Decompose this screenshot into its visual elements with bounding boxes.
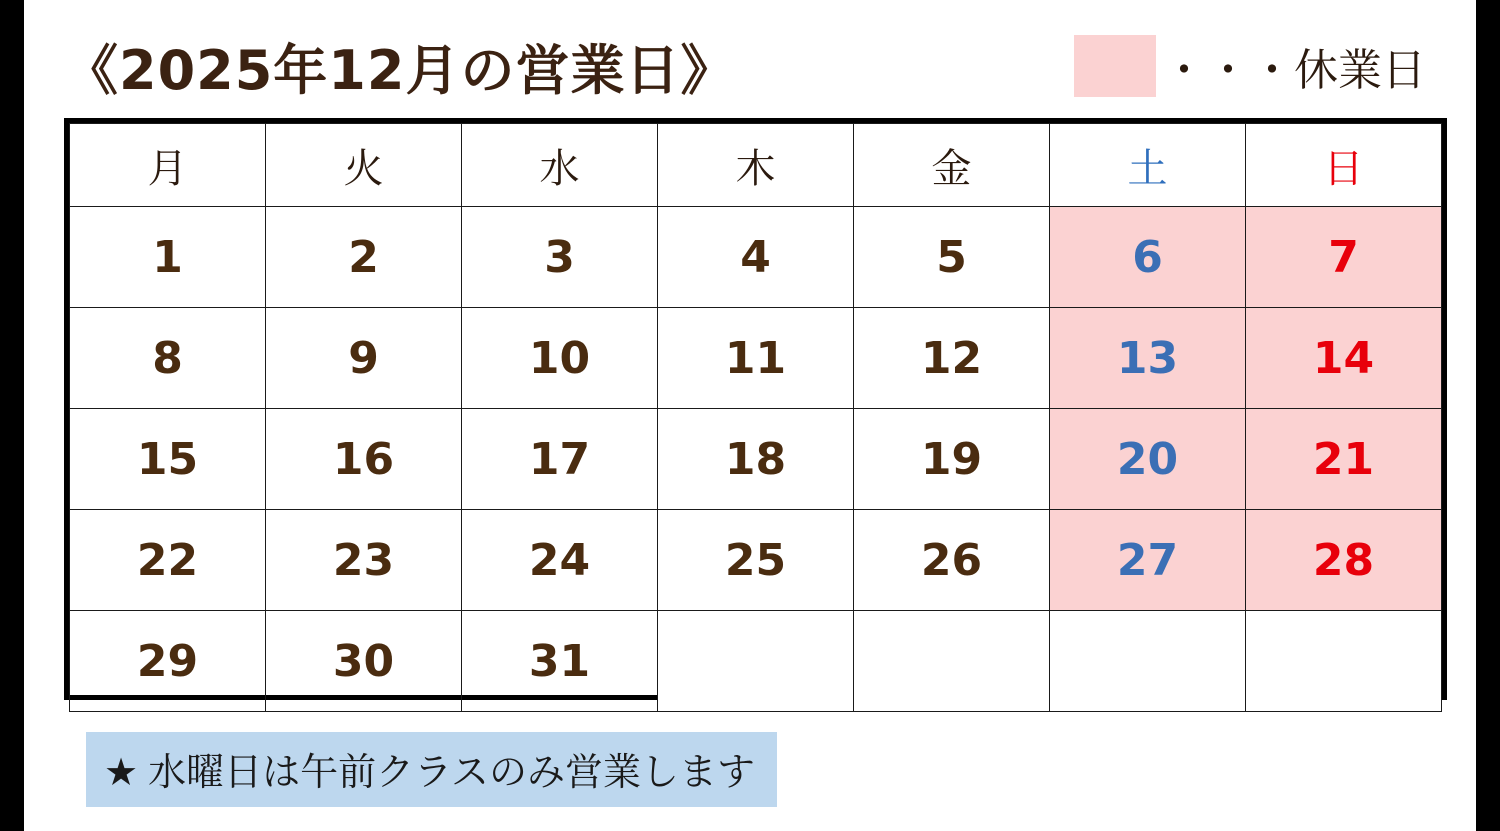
day-cell: 11 — [658, 308, 854, 409]
day-cell: 5 — [854, 207, 1050, 308]
calendar-week-row — [70, 510, 1442, 611]
day-cell: 10 — [462, 308, 658, 409]
calendar-week-row — [70, 611, 1442, 712]
holiday-color-swatch — [1074, 35, 1156, 97]
day-cell: 3 — [462, 207, 658, 308]
weekday-header-fri: 金 — [854, 124, 1050, 207]
page-title: 《2025年12月の営業日》 — [64, 38, 736, 102]
day-cell: 22 — [70, 510, 266, 611]
day-cell-empty — [854, 611, 1050, 712]
day-cell-holiday: 20 — [1050, 409, 1246, 510]
legend — [1074, 34, 1426, 98]
day-cell: 18 — [658, 409, 854, 510]
weekday-header-tue: 火 — [266, 124, 462, 207]
day-cell: 24 — [462, 510, 658, 611]
day-cell: 9 — [266, 308, 462, 409]
day-cell-holiday: 14 — [1246, 308, 1442, 409]
day-cell-holiday: 6 — [1050, 207, 1246, 308]
footer-note — [86, 732, 777, 807]
day-cell-holiday: 21 — [1246, 409, 1442, 510]
day-cell: 4 — [658, 207, 854, 308]
day-cell: 31 — [462, 611, 658, 712]
day-cell-holiday: 7 — [1246, 207, 1442, 308]
day-cell: 17 — [462, 409, 658, 510]
right-edge-bar — [1476, 0, 1500, 831]
weekday-header-sat: 土 — [1050, 124, 1246, 207]
calendar-container — [64, 118, 1447, 700]
weekday-header-wed: 水 — [462, 124, 658, 207]
day-cell-holiday: 27 — [1050, 510, 1246, 611]
calendar-table — [69, 123, 1442, 712]
left-edge-bar — [0, 0, 24, 831]
day-cell-holiday: 13 — [1050, 308, 1246, 409]
day-cell: 16 — [266, 409, 462, 510]
day-cell: 25 — [658, 510, 854, 611]
day-cell: 12 — [854, 308, 1050, 409]
day-cell-empty — [1050, 611, 1246, 712]
weekday-header-sun: 日 — [1246, 124, 1442, 207]
day-cell: 23 — [266, 510, 462, 611]
day-cell: 19 — [854, 409, 1050, 510]
calendar-page — [24, 0, 1476, 831]
footer-note-text: 水曜日は午前クラスのみ営業します — [148, 750, 755, 794]
calendar-week-row — [70, 308, 1442, 409]
header — [64, 26, 1444, 106]
day-cell-holiday: 28 — [1246, 510, 1442, 611]
day-cell: 8 — [70, 308, 266, 409]
calendar-week-row — [70, 409, 1442, 510]
day-cell: 1 — [70, 207, 266, 308]
day-cell: 26 — [854, 510, 1050, 611]
weekday-header-thu: 木 — [658, 124, 854, 207]
legend-label: ・・・休業日 — [1162, 45, 1426, 96]
day-cell: 15 — [70, 409, 266, 510]
calendar-header-row — [70, 124, 1442, 207]
day-cell: 2 — [266, 207, 462, 308]
weekday-header-mon: 月 — [70, 124, 266, 207]
day-cell: 30 — [266, 611, 462, 712]
star-icon: ★ — [104, 750, 139, 794]
day-cell: 29 — [70, 611, 266, 712]
day-cell-empty — [658, 611, 854, 712]
calendar-week-row — [70, 207, 1442, 308]
day-cell-empty — [1246, 611, 1442, 712]
